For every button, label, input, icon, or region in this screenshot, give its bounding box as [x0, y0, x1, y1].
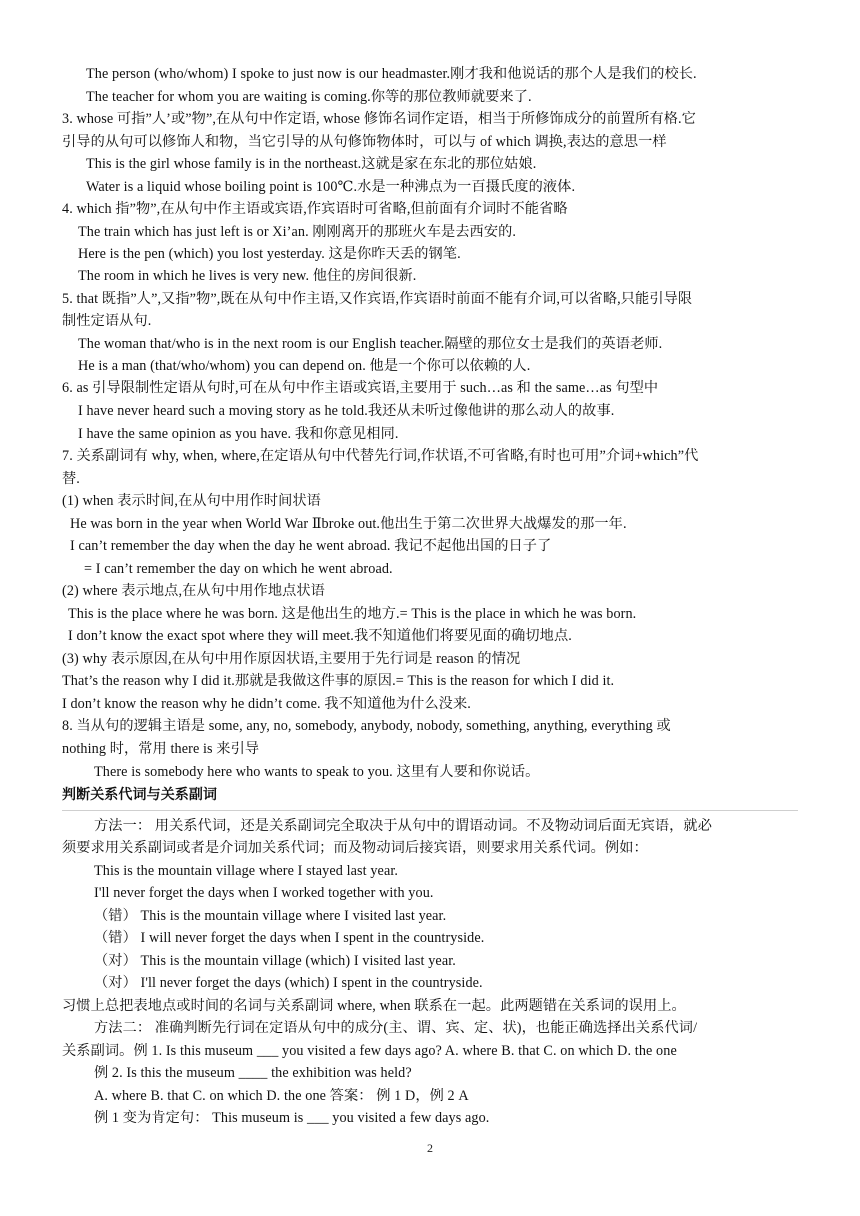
text-line: This is the mountain village where I stayed last year.	[94, 863, 399, 879]
text-line: Water is a liquid whose boiling point is 100℃.水是一种沸点为一百摄氏度的液体.	[86, 179, 576, 195]
text-line: A. where B. that C. on which D. the one 答案： 例 1 D，例 2 A	[94, 1088, 469, 1104]
text-line: 3. whose 可指”人’或”物”,在从句中作定语, whose 修饰名词作定语，相当于所修饰成分的前置所有格.它	[62, 111, 696, 127]
text-line: （错） This is the mountain village where I visited last year.	[94, 908, 447, 924]
text-line: This is the girl whose family is in the northeast.这就是家在东北的那位姑娘.	[86, 156, 537, 172]
text-line: nothing 时，常用 there is 来引导	[62, 741, 260, 757]
text-line: The train which has just left is or Xi’an. 刚刚离开的那班火车是去西安的.	[78, 224, 517, 240]
text-line: The woman that/who is in the next room is our English teacher.隔壁的那位女士是我们的英语老师.	[78, 336, 663, 352]
text-line: = I can’t remember the day on which he went abroad.	[84, 561, 393, 577]
text-line: 例 2. Is this the museum ____ the exhibition was held?	[94, 1065, 412, 1081]
text-line: (3) why 表示原因,在从句中用作原因状语,主要用于先行词是 reason 的情况	[62, 651, 521, 667]
text-line: 例 1 变为肯定句： This museum is ___ you visited a few days ago.	[94, 1110, 490, 1126]
text-line: Here is the pen (which) you lost yesterday. 这是你昨天丢的钢笔.	[78, 246, 461, 262]
text-line: He was born in the year when World War Ⅱbroke out.他出生于第二次世界大战爆发的那一年.	[70, 516, 627, 532]
text-line: 关系副词。例 1. Is this museum ___ you visited a few days ago? A. where B. that C. on which D. the one	[62, 1043, 677, 1059]
section-divider	[62, 810, 798, 811]
text-line: The room in which he lives is very new. 他住的房间很新.	[78, 268, 417, 284]
text-line: （错） I will never forget the days when I spent in the countryside.	[94, 930, 485, 946]
text-line: (1) when 表示时间,在从句中用作时间状语	[62, 493, 321, 509]
text-line: The person (who/whom) I spoke to just now is our headmaster.刚才我和他说话的那个人是我们的校长.	[86, 66, 697, 82]
text-line: 方法一： 用关系代词，还是关系副词完全取决于从句中的谓语动词。不及物动词后面无宾语，就必	[94, 818, 713, 834]
text-line: 7. 关系副词有 why, when, where,在定语从句中代替先行词,作状语,不可省略,有时也可用”介词+which”代	[62, 448, 699, 464]
text-line: There is somebody here who wants to speak to you. 这里有人要和你说话。	[94, 764, 540, 780]
text-line: I can’t remember the day when the day he went abroad. 我记不起他出国的日子了	[70, 538, 552, 554]
text-line: （对） This is the mountain village (which) I visited last year.	[94, 953, 456, 969]
text-line: I don’t know the exact spot where they will meet.我不知道他们将要见面的确切地点.	[68, 628, 572, 644]
text-line: I'll never forget the days when I worked together with you.	[94, 885, 434, 901]
text-line: I have the same opinion as you have. 我和你意见相同.	[78, 426, 399, 442]
text-line: 6. as 引导限制性定语从句时,可在从句中作主语或宾语,主要用于 such…as 和 the same…as 句型中	[62, 380, 659, 396]
text-line: That’s the reason why I did it.那就是我做这件事的原因.= This is the reason for which I did it.	[62, 673, 615, 689]
text-line: (2) where 表示地点,在从句中用作地点状语	[62, 583, 325, 599]
text-line: 方法二： 准确判断先行词在定语从句中的成分(主、谓、宾、定、状)，也能正确选择出关系代词/	[94, 1020, 698, 1036]
text-line: 4. which 指”物”,在从句中作主语或宾语,作宾语时可省略,但前面有介词时不能省略	[62, 201, 568, 217]
text-line: 须要求用关系副词或者是介词加关系代词；而及物动词后接宾语，则要求用关系代词。例如：	[62, 840, 648, 856]
text-line: The teacher for whom you are waiting is coming.你等的那位教师就要来了.	[86, 89, 532, 105]
text-line: 替.	[62, 471, 80, 487]
page-number: 2	[427, 1141, 433, 1155]
text-line: I don’t know the reason why he didn’t come. 我不知道他为什么没来.	[62, 696, 471, 712]
section-heading: 判断关系代词与关系副词	[62, 787, 218, 803]
text-line: 5. that 既指”人”,又指”物”,既在从句中作主语,又作宾语,作宾语时前面不能有介词,可以省略,只能引导限	[62, 291, 693, 307]
text-line: 制性定语从句.	[62, 313, 152, 329]
text-line: This is the place where he was born. 这是他出生的地方.= This is the place in which he was born.	[68, 606, 637, 622]
text-line: （对） I'll never forget the days (which) I spent in the countryside.	[94, 975, 483, 991]
text-line: 引导的从句可以修饰人和物，当它引导的从句修饰物体时，可以与 of which 调换,表达的意思一样	[62, 134, 667, 150]
text-line: He is a man (that/who/whom) you can depend on. 他是一个你可以依赖的人.	[78, 358, 531, 374]
text-line: 8. 当从句的逻辑主语是 some, any, no, somebody, anybody, nobody, something, anything, everything 或	[62, 718, 671, 734]
text-line: I have never heard such a moving story as he told.我还从未听过像他讲的那么动人的故事.	[78, 403, 615, 419]
text-line: 习惯上总把表地点或时间的名词与关系副词 where, when 联系在一起。此两题错在关系词的误用上。	[62, 998, 686, 1014]
